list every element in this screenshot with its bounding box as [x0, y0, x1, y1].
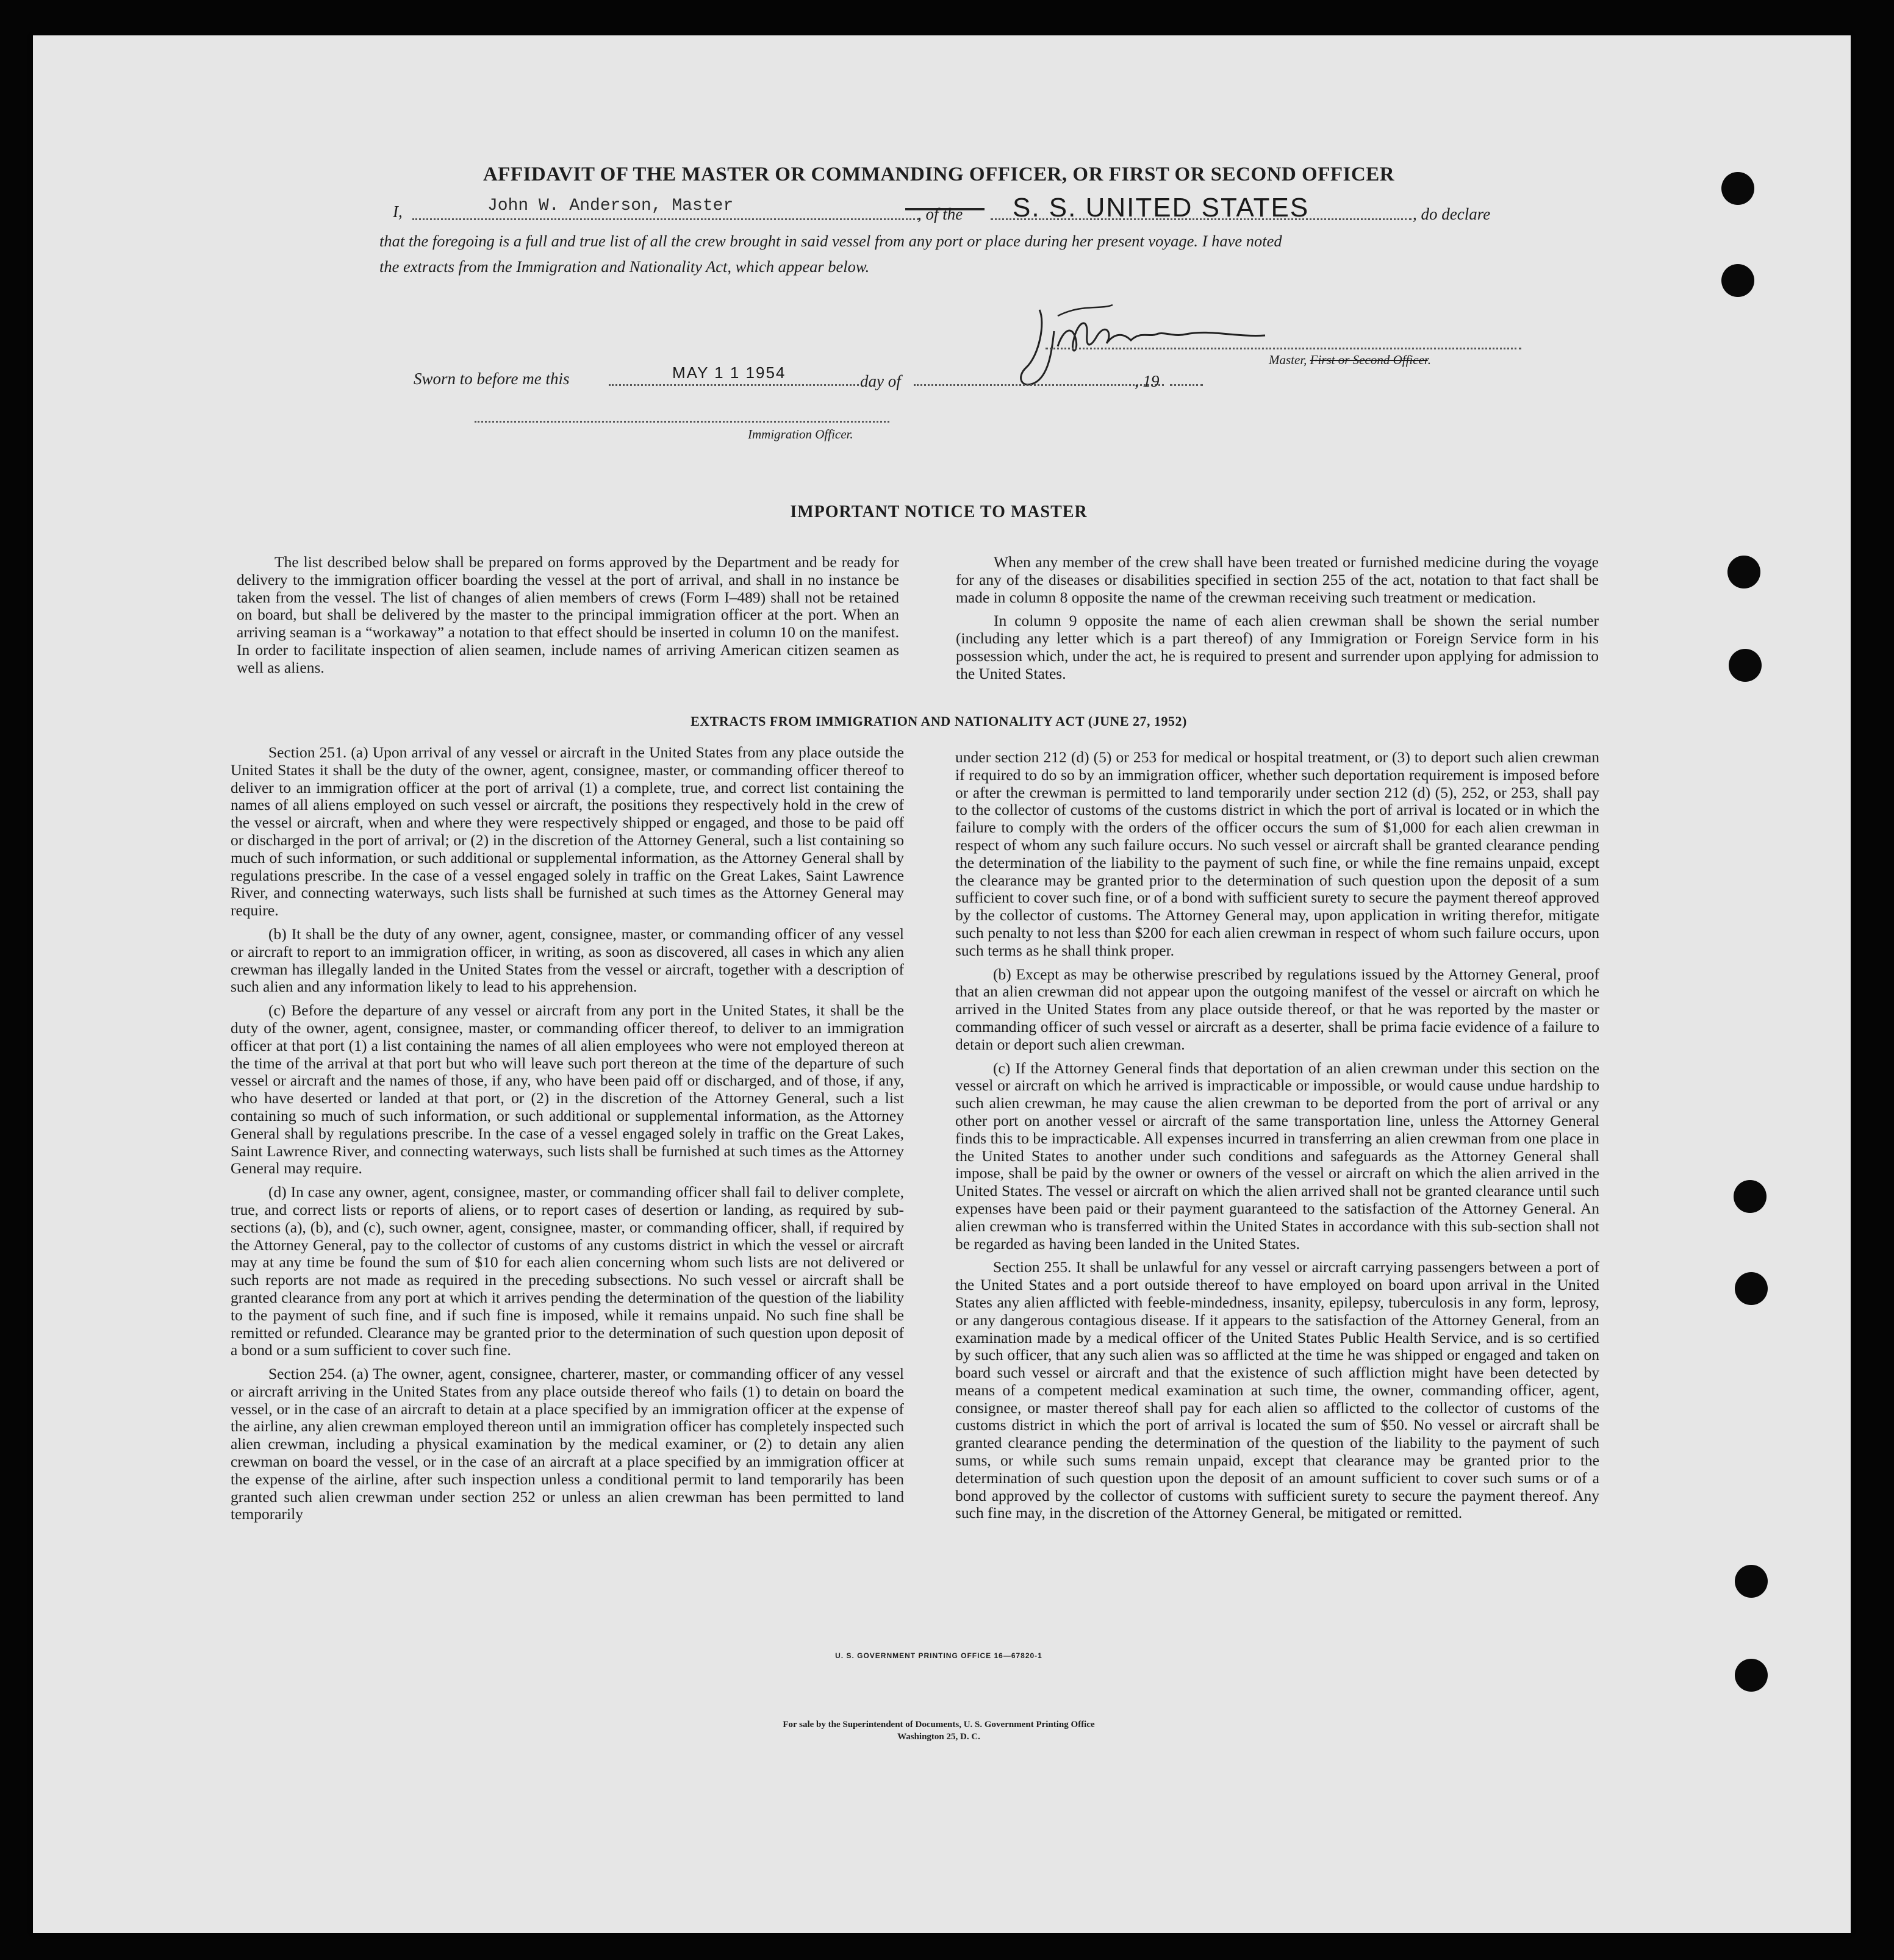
punch-hole-6	[1735, 1272, 1768, 1305]
notice-title: IMPORTANT NOTICE TO MASTER	[790, 503, 1088, 521]
master-name: John W. Anderson, Master	[487, 196, 734, 215]
punch-hole-8	[1735, 1659, 1768, 1692]
section-254-c: (c) If the Attorney General finds that deportation of an alien crewman under this section on the vessel or aircraft on which he arrived is impracticable or impossible, or would cause undue hardship to such alien crewman, he may cause the alien crewman to be deported from the port of arrival or any other port on another vessel or aircraft of the same transportation line, unless the Attorney General finds this to be impracticable. All expenses incurred in transferring an alien crewman from one place in the United States to another under such conditions and safeguards as the Attorney General shall impose, shall be paid by the owner or owners of the vessel or aircraft on which the alien arrived in the United States. The vessel or aircraft on which the alien arrived shall not be granted clearance until such expenses have been paid or their payment guaranteed to the satisfaction of the Attorney General. An alien crewman who is transferred within the United States in accordance with this sub-section shall not be regarded as having been landed in the United States.	[955, 1059, 1599, 1253]
year-prefix: , 19	[1135, 372, 1160, 390]
master-period: .	[1427, 352, 1431, 367]
document-page	[33, 35, 1851, 1933]
printing-office-note: U. S. GOVERNMENT PRINTING OFFICE 16—67820-1	[835, 1651, 1042, 1660]
sworn-label: Sworn to before me this	[414, 370, 570, 388]
do-declare-label: , do declare	[1413, 205, 1491, 223]
notice-right-paragraph-1: When any member of the crew shall have been treated or furnished medicine during the voyage for any of the diseases or disabilities specified in section 255 of the act, notation to that fact shall be made in column 8 opposite the name of the crewman receiving such treatment or medication.	[956, 553, 1599, 606]
i-label: I,	[393, 202, 403, 221]
affidavit-title: AFFIDAVIT OF THE MASTER OR COMMANDING OFFICER, OR FIRST OR SECOND OFFICER	[482, 163, 1395, 185]
section-254-a-continued: under section 212 (d) (5) or 253 for medical or hospital treatment, or (3) to deport such alien crewman if required to do so by an immigration officer, whether such deportation requirement is imposed before or after the crewman is permitted to land temporarily under section 212 (d) (5), 252, or 253, shall pay to the collector of customs of the customs district in which the port of arrival is located or in which the failure to comply with the orders of the officer occurs the sum of $1,000 for each alien crewman in respect of whom any such failure occurs. No such vessel or aircraft shall be granted clearance pending the determination of the liability to the payment of such fine, or while the fine remains unpaid, except the clearance may be granted prior to the determination of such question upon the deposit of a sum sufficient to cover such fine, or of a bond with sufficient surety to secure the payment thereof approved by the collector of customs. The Attorney General may, upon application in writing therefor, mitigate such penalty to not less than $200 for each alien crewman in respect of whom such failure occurs, upon such terms as he shall think proper.	[955, 748, 1599, 959]
section-251-d: (d) In case any owner, agent, consignee, master, or commanding officer shall fail to deliver complete, true, and correct lists or reports of aliens, or to report cases of desertion or landing, as required by sub-sections (a), (b), and (c), such owner, agent, consignee, master, or commanding officer, shall, if required by the Attorney General, pay to the collector of customs of any customs district in which the vessel or aircraft may at any time be found the sum of $10 for each alien concerning whom such lists are not delivered or such reports are not made as required in the preceding subsections. No such vessel or aircraft shall be granted clearance from any port at which it arrives pending the determination of the question of the liability to the payment of such fine, and if such fine is imposed, while it remains unpaid. No such fine shall be remitted or refunded. Clearance may be granted prior to the determination of such question upon deposit of a bond or a sum sufficient to cover such fine.	[231, 1183, 904, 1359]
vessel-name: S. S. UNITED STATES	[1013, 193, 1310, 223]
section-251-a: Section 251. (a) Upon arrival of any vessel or aircraft in the United States from any place outside the United States it shall be the duty of the owner, agent, consignee, master, or commanding officer thereof to deliver to an immigration officer at the port of arrival (1) a complete, true, and correct list containing the names of all aliens employed on such vessel or aircraft, the positions they respectively hold in the crew of the vessel or aircraft, when and where they were respectively shipped or engaged, and those to be paid off or discharged in the port of arrival; or (2) in the discretion of the Attorney General, such a list containing so much of such information, or such additional or supplemental information, as the Attorney General shall by regulations prescribe. In the case of a vessel engaged solely in traffic on the Great Lakes, Saint Lawrence River, and connecting waterways, such lists shall be furnished at such times as the Attorney General may require.	[231, 743, 904, 920]
punch-hole-3	[1727, 556, 1760, 588]
master-label	[1269, 352, 1431, 368]
section-251-b: (b) It shall be the duty of any owner, agent, consignee, master, or commanding officer of any vessel or aircraft to report to an immigration officer, in writing, as soon as discovered, all cases in which any alien crewman has illegally landed in the United States from the vessel or aircraft, together with a description of such alien and any information likely to lead to his apprehension.	[231, 925, 904, 996]
notice-left-column	[237, 554, 899, 683]
section-251-c: (c) Before the departure of any vessel or aircraft from any port in the United States, it shall be the duty of the owner, agent, consignee, master, or commanding officer thereof, to deliver to an immigration officer at that port (1) a list containing the names of all alien employees who were not employed thereon at the time of the arrival at that port but who will leave such port thereon at the time of the departure of such vessel or aircraft and the names of those, if any, who have been paid off or discharged, and of those, if any, who have deserted or landed at that port, or (2) in the discretion of the Attorney General, such a list containing so much of such information, or such additional or supplemental information, as the Attorney General shall by regulations prescribe. In the case of a vessel engaged solely in traffic on the Great Lakes, Saint Lawrence River, and connecting waterways, such lists shall be furnished at such times as the Attorney General may require.	[231, 1001, 904, 1178]
master-title: Master,	[1269, 352, 1307, 367]
sale-line-1: For sale by the Superintendent of Documents, U. S. Government Printing Office	[783, 1720, 1095, 1729]
section-254-a: Section 254. (a) The owner, agent, consignee, charterer, master, or commanding officer of any vessel or aircraft arriving in the United States from any place outside thereof who fails (1) to detain on board the vessel, or in the case of an aircraft to detain at a place specified by an immigration officer at the expense of the airline, any alien crewman employed thereon until an immigration officer has completely inspected such alien crewman, including a physical examination by the medical examiner, or (2) to detain any alien crewman on board the vessel, or in the case of an aircraft at a place specified by an immigration officer at the expense of the airline, after such inspection unless a conditional permit to land temporarily has been granted such alien crewman under section 252 or unless an alien crewman has been permitted to land temporarily	[231, 1365, 904, 1523]
punch-hole-2	[1721, 264, 1754, 297]
extracts-left-column	[231, 744, 904, 1529]
sworn-date-line	[609, 384, 859, 386]
name-field-line	[412, 218, 919, 220]
of-the-label: , of the	[917, 205, 963, 223]
section-254-b: (b) Except as may be otherwise prescribed by regulations issued by the Attorney General, proof that an alien crewman did not appear upon the outgoing manifest of the vessel or aircraft on which he arrived in the United States from any place outside thereof, or that he was reported by the master or commanding officer of such vessel or aircraft as a deserter, shall be prima facie evidence of a failure to detain or deport such alien crewman.	[955, 965, 1599, 1053]
statement-line-1: that the foregoing is a full and true list of all the crew brought in said vessel from any port or place during her present voyage. I have noted	[379, 232, 1282, 250]
month-field-line	[914, 384, 1164, 386]
notice-left-paragraph: The list described below shall be prepared on forms approved by the Department and be ready for delivery to the immigration officer boarding the vessel at the port of arrival, and shall in no instance be taken from the vessel. The list of changes of alien members of crews (Form I–489) shall not be retained on board, but shall be delivered by the master to the principal immigration officer at the port. When an arriving seaman is a “workaway” a notation to that effect should be inserted in column 10 on the manifest. In order to facilitate inspection of alien seamen, include names of arriving American citizen seamen as well as aliens.	[237, 553, 899, 676]
signature-line	[1046, 348, 1521, 349]
sworn-date-stamp: MAY 1 1 1954	[672, 363, 786, 382]
section-255: Section 255. It shall be unlawful for any vessel or aircraft carrying passengers between a port of the United States and a port outside thereof to have employed on board upon arrival in the United States any alien afflicted with feeble-mindedness, insanity, epilepsy, tuberculosis in any form, leprosy, or any dangerous contagious disease. If it appears to the satisfaction of the Attorney General, from an examination made by a medical officer of the United States Public Health Service, and is so certified by such officer, that any such alien was so afflicted at the time he was shipped or engaged and taken on board such vessel or aircraft and that the existence of such affliction might have been detected by means of a competent medical examination at such time, the owner, commanding officer, agent, consignee, or master thereof shall pay for each alien so afflicted to the collector of customs of the customs district in which the port of arrival is located the sum of $50. No vessel or aircraft shall be granted clearance pending the determination of the question of the liability to the payment of such sums, or while such sums remain unpaid, except that clearance may be granted prior to the determination of such question upon the deposit of an amount sufficient to cover such sums or of a bond approved by the collector of customs with sufficient surety to secure the payment thereof. Any such fine may, in the discretion of the Attorney General, be mitigated or remitted.	[955, 1258, 1599, 1522]
notice-right-column	[956, 554, 1599, 689]
immigration-officer-label: Immigration Officer.	[748, 427, 853, 442]
statement-line-2: the extracts from the Immigration and Nationality Act, which appear below.	[379, 257, 870, 276]
punch-hole-7	[1735, 1565, 1768, 1598]
day-of-label: day of	[860, 372, 901, 390]
notice-right-paragraph-2: In column 9 opposite the name of each alien crewman shall be shown the serial number (including any letter which is a part thereof) of any Immigration or Foreign Service form in his possession which, under the act, he is required to present and surrender upon applying for admission to the United States.	[956, 612, 1599, 682]
extracts-title: EXTRACTS FROM IMMIGRATION AND NATIONALITY ACT (JUNE 27, 1952)	[691, 714, 1187, 729]
immigration-officer-line	[475, 421, 889, 423]
struck-officer-label: First or Second Officer	[1310, 352, 1428, 367]
extracts-right-column	[955, 749, 1599, 1528]
year-field-line	[1170, 384, 1203, 386]
punch-hole-4	[1729, 649, 1762, 682]
sale-line-2: Washington 25, D. C.	[897, 1732, 980, 1742]
punch-hole-5	[1734, 1180, 1767, 1213]
